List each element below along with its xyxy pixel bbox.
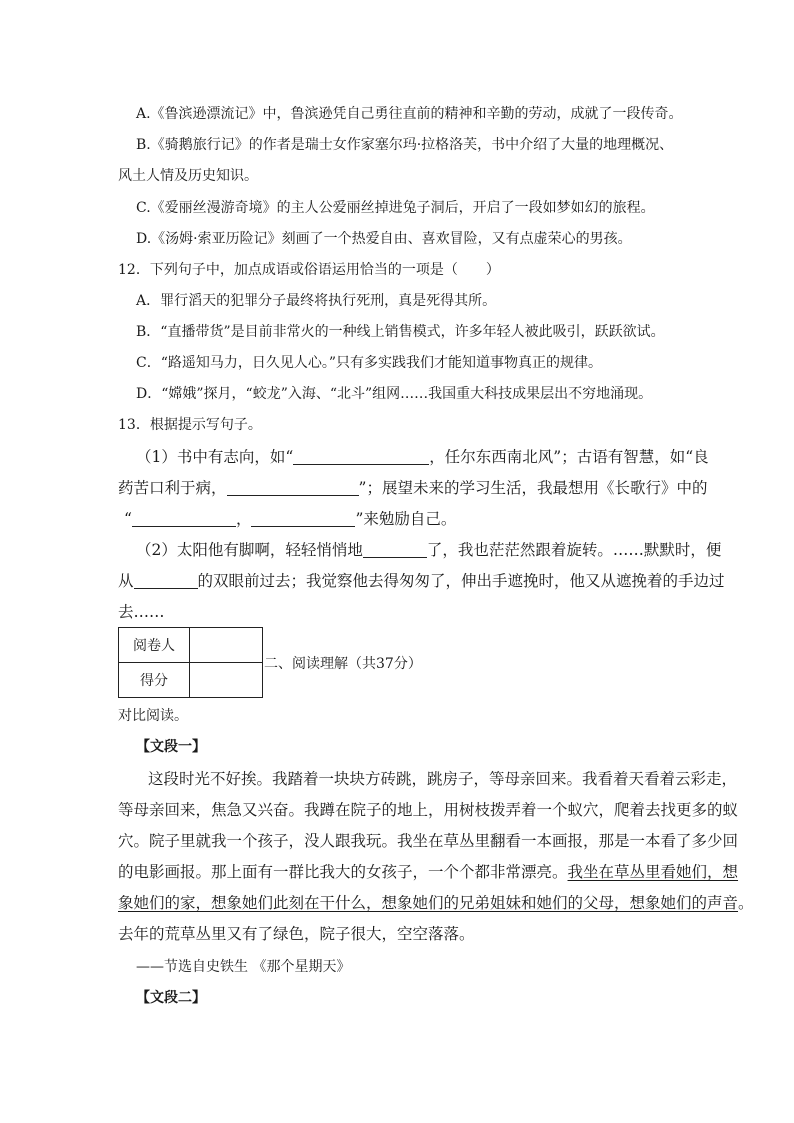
answer-blank[interactable] xyxy=(134,572,198,589)
score-label: 得分 xyxy=(119,663,190,698)
reviewer-label: 阅卷人 xyxy=(119,628,190,663)
q11-option-b-cont: 风土人情及历史知识。 xyxy=(118,168,258,184)
q12-option-d: D．“嫦娥”探月，“蛟龙”入海、“北斗”组网……我国重大科技成果层出不穷地涌现。 xyxy=(136,386,653,402)
q13-part1-line1 xyxy=(136,446,709,468)
text: 了，我也茫茫然跟着旋转。……默默时，便 xyxy=(426,541,722,559)
q12-option-b: B．“直播带货”是目前非常火的一种线上销售模式，许多年轻人被此吸引，跃跃欲试。 xyxy=(136,324,665,340)
q13-stem: 13．根据提示写句子。 xyxy=(118,417,262,433)
passage1-line2: 等母亲回来，焦急又兴奋。我蹲在院子的地上，用树枝拨弄着一个蚁穴，爬着去找更多的蚁 xyxy=(118,801,739,819)
underlined-sentence: 我坐在草丛里看她们，想 xyxy=(567,863,739,881)
text: ”；展望未来的学习生活，我最想用《长歌行》中的 xyxy=(358,479,708,497)
text: 的电影画报。那上面有一群比我大的女孩子，一个个都非常漂亮。 xyxy=(118,863,568,881)
score-table xyxy=(118,627,263,698)
passage1-line3: 穴。院子里就我一个孩子，没人跟我玩。我坐在草丛里翻看一本画报，那是一本看了多少回 xyxy=(118,832,739,850)
text: 。 xyxy=(738,894,754,912)
q13-part1-line2 xyxy=(118,477,707,499)
reviewer-cell[interactable] xyxy=(190,628,263,663)
underlined-sentence: 象她们的家，想象她们此刻在干什么，想象她们的兄弟姐妹和她们的父母，想象她们的声音 xyxy=(118,894,739,912)
passage1-line1: 这段时光不好挨。我踏着一块块方砖跳，跳房子，等母亲回来。我看着天看着云彩走， xyxy=(148,770,738,788)
q12-option-c: C．“路遥知马力，日久见人心。”只有多实践我们才能知道事物真正的规律。 xyxy=(136,355,603,371)
part1-label: 【文段一】 xyxy=(136,739,206,755)
reading-intro: 对比阅读。 xyxy=(118,708,188,724)
section-title: 二、阅读理解（共37分） xyxy=(264,656,422,672)
text: 从 xyxy=(118,572,134,590)
answer-blank[interactable] xyxy=(227,479,359,496)
text: ，任尔东西南北风”；古语有智慧，如“良 xyxy=(429,448,709,466)
text: ”来勉励自己。 xyxy=(355,510,457,528)
answer-blank[interactable] xyxy=(132,510,236,527)
text: “ xyxy=(124,510,132,528)
q13-part2-line3: 去…… xyxy=(118,603,165,621)
q13-part2-line2 xyxy=(118,570,725,592)
q11-option-d: D.《汤姆·索亚历险记》刻画了一个热爱自由、喜欢冒险，又有点虚荣心的男孩。 xyxy=(136,231,632,247)
answer-blank[interactable] xyxy=(363,541,427,558)
q13-part2-line1 xyxy=(136,539,721,561)
answer-blank[interactable] xyxy=(251,510,355,527)
text: 药苦口利于病， xyxy=(118,479,227,497)
q12-option-a: A．罪行滔天的犯罪分子最终将执行死刑，真是死得其所。 xyxy=(136,293,497,309)
q11-option-c: C.《爱丽丝漫游奇境》的主人公爱丽丝掉进兔子洞后，开启了一段如梦如幻的旅程。 xyxy=(136,200,655,216)
passage1-source: ——节选自史铁生 《那个星期天》 xyxy=(136,959,351,975)
answer-blank[interactable] xyxy=(293,448,429,465)
text: 的双眼前过去；我觉察他去得匆匆了，伸出手遮挽时，他又从遮挽着的手边过 xyxy=(197,572,725,590)
text: （2）太阳他有脚啊，轻轻悄悄地 xyxy=(136,541,363,559)
q11-option-a: A.《鲁滨逊漂流记》中，鲁滨逊凭自己勇往直前的精神和辛勤的劳动，成就了一段传奇。 xyxy=(136,106,683,122)
passage1-line6: 去年的荒草丛里又有了绿色，院子很大，空空落落。 xyxy=(118,925,475,943)
score-cell[interactable] xyxy=(190,663,263,698)
q13-part1-line3 xyxy=(124,508,456,530)
passage1-line5 xyxy=(118,892,754,914)
q11-option-b: B.《骑鹅旅行记》的作者是瑞士女作家塞尔玛·拉格洛芙，书中介绍了大量的地理概况、 xyxy=(136,137,674,153)
passage1-line4 xyxy=(118,861,738,883)
q12-stem: 12．下列句子中，加点成语或俗语运用恰当的一项是（ ） xyxy=(118,262,500,278)
text: ， xyxy=(235,510,252,528)
part2-label: 【文段二】 xyxy=(136,990,206,1006)
text: （1）书中有志向，如“ xyxy=(136,448,294,466)
